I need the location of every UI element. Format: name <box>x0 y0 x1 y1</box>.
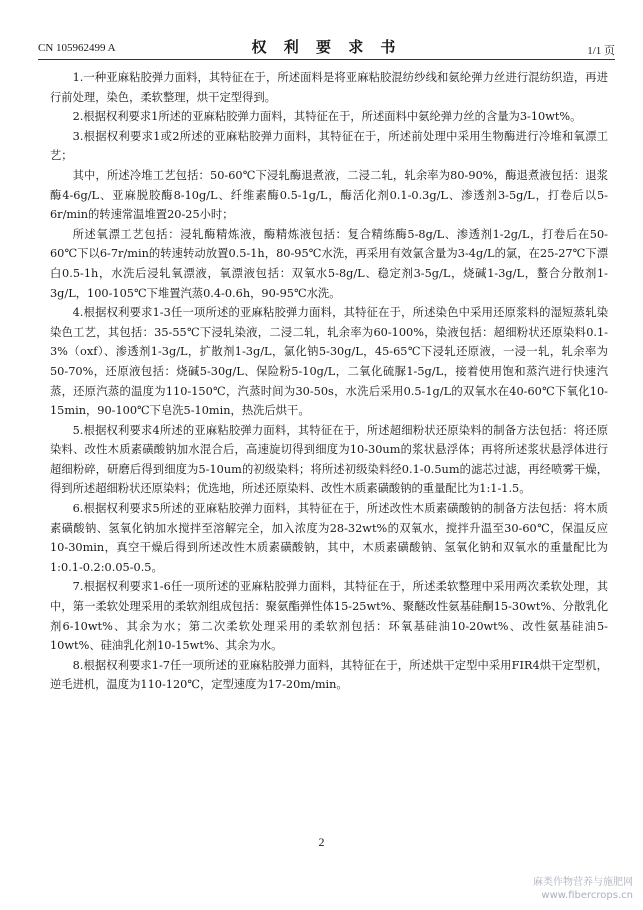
page-number: 2 <box>318 835 325 849</box>
site-watermark <box>533 876 633 902</box>
publication-number: CN 105962499 A <box>38 42 116 54</box>
claim-paragraph: 5.根据权利要求4所述的亚麻粘胶弹力面料，其特征在于，所述超细粉状还原染料的制备方法包括：将还原染料、改性木质素磺酸钠加水混合后，高速旋切得到细度为10-30um的浆状悬浮体；再将所述浆状悬浮体进行超细粉碎，研磨后得到细度为5-10um的初级染料；将所述初级染料经0.1-0.5um的滤芯过滤，再经喷雾干燥，得到所述超细粉状还原染料；优选地，所述还原染料、改性木质素磺酸钠的重量配比为1:1-1.5。 <box>50 423 608 496</box>
claim-paragraph: 7.根据权利要求1-6任一项所述的亚麻粘胶弹力面料，其特征在于，所述柔软整理中采用两次柔软处理，其中，第一柔软处理采用的柔软剂组成包括：聚氨酯弹性体15-25wt%、聚醚改性氨基硅酮15-30wt%、分散乳化剂6-10wt%、其余为水；第二次柔软处理采用的柔软剂包括：环氧基硅油10-20wt%、改性氨基硅油5-10wt%、硅油乳化剂10-15wt%、其余为水。 <box>50 580 608 653</box>
claim-paragraph: 6.根据权利要求5所述的亚麻粘胶弹力面料，其特征在于，所述改性木质素磺酸钠的制备方法包括：将木质素磺酸钠、氢氧化钠加水搅拌至溶解完全，加入浓度为28-32wt%的双氧水，搅拌升温至30-60℃，保温反应10-30min，真空干燥后得到所述改性木质素磺酸钠，其中，木质素磺酸钠、氢氧化钠和双氧水的重量配比为1:0.1-0.2:0.05-0.5。 <box>50 502 608 574</box>
claim-paragraph: 8.根据权利要求1-7任一项所述的亚麻粘胶弹力面料，其特征在于，所述烘干定型中采用FIR4烘干定型机，逆毛进机，温度为110-120℃，定型速度为17-20m/min。 <box>50 658 608 692</box>
watermark-url: www.fibercrops.cn <box>541 890 633 901</box>
page-header <box>38 36 615 58</box>
claims-body <box>50 68 608 695</box>
claim-paragraph: 3.根据权利要求1或2所述的亚麻粘胶弹力面料，其特征在于，所述前处理中采用生物酶进行冷堆和氧漂工艺； <box>50 129 608 163</box>
claim-paragraph: 2.根据权利要求1所述的亚麻粘胶弹力面料，其特征在于，所述面料中氨纶弹力丝的含量为3-10wt%。 <box>72 110 582 124</box>
page-indicator: 1/1 页 <box>587 45 615 57</box>
header-divider <box>38 59 615 60</box>
claim-paragraph: 所述氧漂工艺包括：浸轧酶精炼液，酶精炼液包括：复合精练酶5-8g/L、渗透剂1-2g/L，打卷后在50-60℃下以6-7r/min的转速转动放置0.5-1h，80-95℃水洗，再采用有效氯含量为3-4g/L的氯，在25-27℃下漂白0.5-1h，水洗后浸轧氧漂液，氧漂液包括：双氧水5-8g/L、稳定剂3-5g/L，烧碱1-3g/L，螯合分散剂1-3g/L，100-105℃下堆置汽蒸0.4-0.6h，90-95℃水洗。 <box>50 227 608 300</box>
watermark-site-name: 麻类作物营养与施肥网 <box>533 877 633 888</box>
claim-paragraph: 1.一种亚麻粘胶弹力面料，其特征在于，所述面料是将亚麻粘胶混纺纱线和氨纶弹力丝进行混纺织造，再进行前处理，染色，柔软整理，烘干定型得到。 <box>50 71 608 104</box>
document-title: 权 利 要 求 书 <box>251 38 402 56</box>
claim-paragraph: 其中，所述冷堆工艺包括：50-60℃下浸轧酶退煮液，二浸二轧，轧余率为80-90%，酶退煮液包括：退浆酶4-6g/L、亚麻脱胶酶8-10g/L、纤维素酶0.5-1g/L，酶活化剂0.1-0.3g/L、渗透剂3-5g/L，打卷后以5-6r/min的转速常温堆置20-25小时； <box>50 168 608 222</box>
claim-paragraph: 4.根据权利要求1-3任一项所述的亚麻粘胶弹力面料，其特征在于，所述染色中采用还原浆料的湿短蒸轧染染色工艺，其包括：35-55℃下浸轧染液，二浸二轧，轧余率为60-100%，染液包括：超细粉状还原染料0.1-3%（oxf）、渗透剂1-3g/L，扩散剂1-3g/L，氯化钠5-30g/L，45-65℃下浸轧还原液，一浸一轧，轧余率为50-70%，还原液包括：烧碱5-30g/L、保险粉5-10g/L，二氧化硫脲1-5g/L，接着使用饱和蒸汽进行快速汽蒸，还原汽蒸的温度为110-150℃，汽蒸时间为30-50s，水洗后采用0.5-1g/L的双氧水在40-60℃下氧化10-15min，90-100℃下皂洗5-10min，热洗后烘干。 <box>50 306 608 418</box>
